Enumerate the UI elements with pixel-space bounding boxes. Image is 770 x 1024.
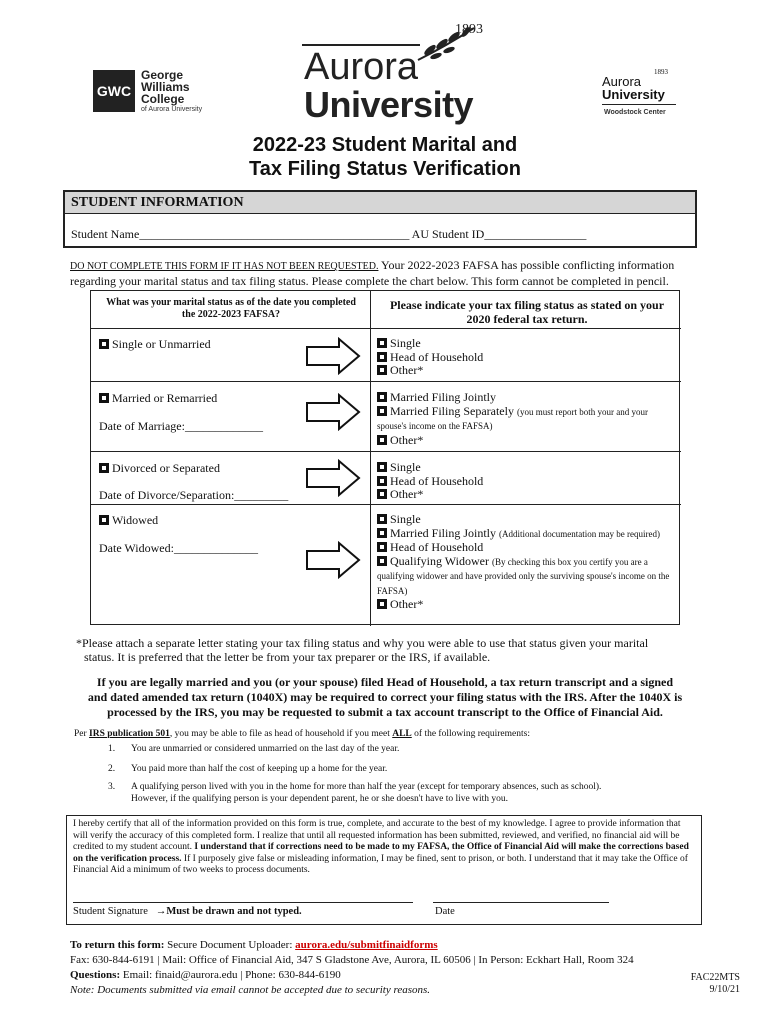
fax-mail-info: Fax: 630-844-6191 | Mail: Office of Financial Aid, 347 S Gladstone Ave, Aurora, IL 60506 | In Person: Eckhart Hall, Room 324 — [70, 954, 634, 966]
status-single[interactable]: Single or Unmarried — [99, 337, 211, 351]
right-arrow-icon — [305, 541, 361, 579]
irs-pub-link[interactable]: IRS publication 501 — [89, 729, 170, 739]
woodstock-logo: 1893 Aurora University Woodstock Center — [600, 68, 680, 122]
status-table — [90, 290, 680, 625]
option-checkbox[interactable]: Married Filing Jointly (Additional documentation may be required) — [377, 527, 677, 542]
option-checkbox[interactable]: Married Filing Separately (you must report both your and your spouse's income on the FAFSA) — [377, 403, 648, 431]
option-checkbox[interactable]: Other* — [377, 488, 677, 502]
certification-box: I hereby certify that all of the information provided on this form is true, complete, and accurate to the best of my knowledge. I agree to provide information that will verify the accuracy of this completed form. I realize that until all requested information has been submitted, reviewed, and verified, no financial aid will be credited to my student account. I understand that if corrections need to be made to my FAFSA, the Office of Financial Aid will make the corrections based on the verification process. If I purposely give false or misleading information, I may be fined, sent to prison, or both. I understand that it may take the Office of Financial Aid a minimum of two weeks to process documents. Student Signature →Must be drawn and not typed. Date — [66, 815, 702, 925]
date-of-marriage-field[interactable]: Date of Marriage:_____________ — [99, 419, 263, 433]
col1-header: What was your marital status as of the date you completed the 2022-2023 FAFSA? — [106, 297, 356, 320]
hoh-item-3-text: A qualifying person lived with you in the home for more than half the year (except for temporary absences, such as school). However, if the qualifying person is your dependent parent, he or she doesn't have to live with you. — [131, 782, 602, 804]
option-checkbox[interactable]: Head of Household — [377, 541, 677, 555]
date-of-divorce-field[interactable]: Date of Divorce/Separation:_________ — [99, 488, 289, 502]
option-checkbox[interactable]: Other* — [377, 434, 677, 448]
au-year: 1893 — [455, 22, 483, 37]
student-name-id-field[interactable]: Student Name_____________________________________________ AU Student ID_________________ — [71, 227, 587, 241]
attach-note: *Please attach a separate letter stating your tax filing status and why you were able to use that status given your marital status. It is preferred that the letter be from your tax preparer or the IRS, if available. — [76, 636, 649, 664]
option-checkbox[interactable]: Single — [377, 513, 677, 527]
student-info-heading: STUDENT INFORMATION — [65, 192, 695, 214]
au-university-text: University — [304, 84, 474, 125]
option-checkbox[interactable]: Other* — [377, 598, 677, 612]
gwc-name: George Williams College — [141, 68, 190, 106]
return-info: To return this form: Secure Document Uploader: aurora.edu/submitfinaidforms — [70, 939, 438, 951]
married-hoh-warning: If you are legally married and you (or your spouse) filed Head of Household, a tax return transcript and a signed and dated amended tax return (1040X) may be required to correct your filing status with the IRS. After the 1040X is processed by the IRS, you may be requested to submit a tax account transcript to the Office of Financial Aid. — [87, 675, 683, 719]
option-checkbox[interactable]: Qualifying Widower (By checking this box you certify you are a qualifying widower and have provided only the surviving spouse's income on the FAFSA) — [377, 553, 670, 596]
options-married — [377, 391, 677, 447]
date-widowed-field[interactable]: Date Widowed:______________ — [99, 541, 258, 555]
checkbox-icon — [99, 515, 109, 525]
au-aurora-text: Aurora — [304, 46, 419, 88]
hoh-item-1: 1. — [108, 744, 116, 754]
upload-link[interactable]: aurora.edu/submitfinaidforms — [295, 939, 438, 951]
page-title: 2022-23 Student Marital and Tax Filing Status Verification — [249, 134, 521, 180]
student-info-box — [63, 190, 697, 248]
status-widowed[interactable]: Widowed — [99, 513, 158, 527]
options-single — [377, 337, 677, 378]
status-divorced[interactable]: Divorced or Separated — [99, 461, 220, 475]
options-widowed — [377, 513, 677, 612]
gwc-badge: GWC — [93, 70, 135, 112]
option-checkbox[interactable]: Other* — [377, 364, 677, 378]
signature-label: Student Signature — [73, 906, 148, 917]
aurora-university-logo — [300, 18, 505, 126]
options-divorced — [377, 461, 677, 502]
option-checkbox[interactable]: Married Filing Jointly — [377, 391, 677, 405]
checkbox-icon — [99, 393, 109, 403]
option-checkbox[interactable]: Head of Household — [377, 351, 677, 365]
hoh-item-3: 3. — [108, 782, 116, 792]
signature-line[interactable] — [73, 902, 413, 903]
security-note: Note: Documents submitted via email cannot be accepted due to security reasons. — [70, 984, 431, 996]
option-checkbox[interactable]: Single — [377, 337, 677, 351]
gwc-subtitle: of Aurora University — [141, 106, 203, 113]
option-checkbox[interactable]: Head of Household — [377, 475, 677, 489]
hoh-item-1-text: You are unmarried or considered unmarried on the last day of the year. — [131, 744, 400, 754]
status-married[interactable]: Married or Remarried — [99, 391, 217, 405]
right-arrow-icon — [305, 337, 361, 375]
col2-header: Please indicate your tax filing status as stated on your 2020 federal tax return. — [389, 298, 665, 326]
hoh-item-2-text: You paid more than half the cost of keeping up a home for the year. — [131, 764, 388, 774]
checkbox-icon — [99, 463, 109, 473]
date-line[interactable] — [433, 902, 609, 903]
form-code: FAC22MTS 9/10/21 — [690, 972, 740, 995]
right-arrow-icon — [305, 393, 361, 431]
hoh-intro: Per IRS publication 501, you may be able to file as head of household if you meet ALL of the following requirements: — [74, 729, 530, 739]
signature-note: →Must be drawn and not typed. — [155, 906, 302, 917]
right-arrow-icon — [305, 459, 361, 497]
checkbox-icon — [99, 339, 109, 349]
hoh-item-2: 2. — [108, 764, 116, 774]
gwc-logo — [93, 70, 228, 118]
option-checkbox[interactable]: Single — [377, 461, 677, 475]
intro-paragraph: DO NOT COMPLETE THIS FORM IF IT HAS NOT BEEN REQUESTED. Your 2022-2023 FAFSA has possible conflicting information regarding your marital status and tax filing status. Please complete the chart below. This form cannot be completed in pencil. — [70, 258, 675, 288]
questions-info: Questions: Email: finaid@aurora.edu | Phone: 630-844-6190 — [70, 969, 341, 981]
date-label: Date — [435, 906, 455, 917]
